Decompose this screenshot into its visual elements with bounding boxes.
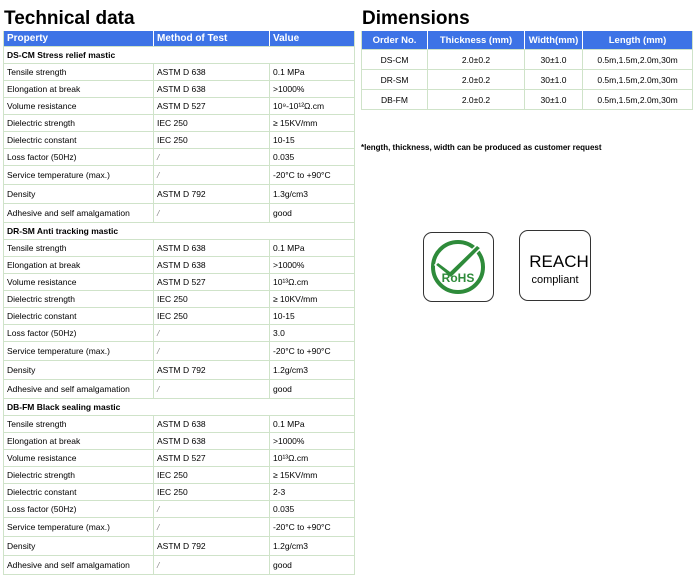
- cell-property: Service temperature (max.): [4, 517, 154, 536]
- cell-value: 0.035: [270, 500, 354, 517]
- table-header-row: [362, 31, 692, 49]
- table-row: [4, 324, 354, 341]
- cell-length: 0.5m,1.5m,2.0m,30m: [583, 89, 692, 109]
- cell-value: 2-3: [270, 483, 354, 500]
- cell-method: /: [154, 500, 270, 517]
- table-row: [4, 415, 354, 432]
- table-row: [4, 131, 354, 148]
- cell-method: ASTM D 527: [154, 97, 270, 114]
- cell-value: 1.3g/cm3: [270, 184, 354, 203]
- cell-value: 1.2g/cm3: [270, 536, 354, 555]
- cell-property: Tensile strength: [4, 415, 154, 432]
- cell-value: good: [270, 203, 354, 222]
- cell-thickness: 2.0±0.2: [428, 69, 525, 89]
- cell-method: IEC 250: [154, 131, 270, 148]
- cell-property: Density: [4, 360, 154, 379]
- cell-method: IEC 250: [154, 307, 270, 324]
- column-header-length: Length (mm): [583, 31, 692, 49]
- table-row: [4, 500, 354, 517]
- cell-value: 0.035: [270, 148, 354, 165]
- cell-value: >1000%: [270, 256, 354, 273]
- reach-subtitle: compliant: [531, 274, 579, 286]
- cell-property: Elongation at break: [4, 80, 154, 97]
- section-row: [4, 398, 354, 415]
- cell-value: 0.1 MPa: [270, 63, 354, 80]
- cell-property: Adhesive and self amalgamation: [4, 555, 154, 574]
- table-row: [4, 63, 354, 80]
- rohs-check-icon: [424, 233, 492, 300]
- cell-method: ASTM D 527: [154, 273, 270, 290]
- column-header-order-no: Order No.: [362, 31, 428, 49]
- table-row: [4, 184, 354, 203]
- table-row: [4, 97, 354, 114]
- technical-data-table: [3, 31, 355, 575]
- cell-method: /: [154, 517, 270, 536]
- table-row: [4, 483, 354, 500]
- cell-thickness: 2.0±0.2: [428, 89, 525, 109]
- table-row: [4, 379, 354, 398]
- table-row: [4, 80, 354, 97]
- dimensions-heading: Dimensions: [362, 8, 470, 29]
- cell-method: /: [154, 165, 270, 184]
- table-row: [4, 536, 354, 555]
- table-row: [362, 89, 692, 109]
- table-row: [4, 517, 354, 536]
- table-row: [362, 69, 692, 89]
- cell-method: IEC 250: [154, 290, 270, 307]
- reach-title: REACH: [529, 252, 589, 271]
- cell-value: good: [270, 379, 354, 398]
- reach-logo: [519, 230, 591, 301]
- cell-method: /: [154, 341, 270, 360]
- cell-value: -20°C to +90°C: [270, 165, 354, 184]
- cell-value: 10⁹-10¹²Ω.cm: [270, 97, 354, 114]
- table-row: [4, 360, 354, 379]
- cell-order: DR-SM: [362, 69, 428, 89]
- cell-method: IEC 250: [154, 114, 270, 131]
- cell-value: 3.0: [270, 324, 354, 341]
- cell-width: 30±1.0: [525, 69, 583, 89]
- cell-method: ASTM D 638: [154, 63, 270, 80]
- cell-value: 10¹³Ω.cm: [270, 449, 354, 466]
- table-row: [4, 449, 354, 466]
- cell-property: Volume resistance: [4, 273, 154, 290]
- cell-method: ASTM D 638: [154, 80, 270, 97]
- cell-property: Adhesive and self amalgamation: [4, 379, 154, 398]
- cell-property: Density: [4, 184, 154, 203]
- cell-property: Loss factor (50Hz): [4, 500, 154, 517]
- table-row: [4, 466, 354, 483]
- cell-property: Tensile strength: [4, 239, 154, 256]
- section-row: [4, 46, 354, 63]
- cell-property: Volume resistance: [4, 449, 154, 466]
- column-header-property: Property: [4, 31, 154, 46]
- cell-length: 0.5m,1.5m,2.0m,30m: [583, 49, 692, 69]
- cell-value: 10-15: [270, 307, 354, 324]
- dimensions-table: [361, 31, 693, 110]
- cell-property: Dielectric strength: [4, 290, 154, 307]
- cell-property: Loss factor (50Hz): [4, 148, 154, 165]
- cell-width: 30±1.0: [525, 49, 583, 69]
- cell-property: Density: [4, 536, 154, 555]
- section-row: [4, 222, 354, 239]
- cell-value: >1000%: [270, 432, 354, 449]
- cell-property: Elongation at break: [4, 432, 154, 449]
- table-row: [4, 114, 354, 131]
- cell-value: ≥ 15KV/mm: [270, 114, 354, 131]
- cell-method: IEC 250: [154, 483, 270, 500]
- cell-method: /: [154, 379, 270, 398]
- cell-value: 10-15: [270, 131, 354, 148]
- cell-value: 0.1 MPa: [270, 415, 354, 432]
- table-row: [362, 49, 692, 69]
- cell-value: 10¹³Ω.cm: [270, 273, 354, 290]
- cell-value: 0.1 MPa: [270, 239, 354, 256]
- table-row: [4, 341, 354, 360]
- cell-method: ASTM D 792: [154, 536, 270, 555]
- cell-value: ≥ 10KV/mm: [270, 290, 354, 307]
- cell-method: ASTM D 638: [154, 239, 270, 256]
- table-row: [4, 203, 354, 222]
- cell-method: IEC 250: [154, 466, 270, 483]
- cell-method: /: [154, 203, 270, 222]
- rohs-label: RoHS: [441, 271, 475, 285]
- section-title: DS-CM Stress relief mastic: [4, 46, 354, 63]
- cell-method: ASTM D 792: [154, 360, 270, 379]
- table-row: [4, 307, 354, 324]
- rohs-logo: [423, 232, 494, 302]
- cell-method: /: [154, 555, 270, 574]
- technical-data-heading: Technical data: [4, 8, 135, 29]
- cell-property: Tensile strength: [4, 63, 154, 80]
- cell-length: 0.5m,1.5m,2.0m,30m: [583, 69, 692, 89]
- cell-property: Dielectric strength: [4, 114, 154, 131]
- cell-order: DS-CM: [362, 49, 428, 69]
- cell-value: >1000%: [270, 80, 354, 97]
- cell-property: Service temperature (max.): [4, 165, 154, 184]
- cell-property: Service temperature (max.): [4, 341, 154, 360]
- cell-method: ASTM D 638: [154, 432, 270, 449]
- cell-value: 1.2g/cm3: [270, 360, 354, 379]
- cell-property: Adhesive and self amalgamation: [4, 203, 154, 222]
- cell-value: ≥ 15KV/mm: [270, 466, 354, 483]
- cell-property: Dielectric constant: [4, 307, 154, 324]
- table-row: [4, 290, 354, 307]
- cell-method: ASTM D 527: [154, 449, 270, 466]
- cell-value: -20°C to +90°C: [270, 341, 354, 360]
- cell-thickness: 2.0±0.2: [428, 49, 525, 69]
- table-row: [4, 273, 354, 290]
- cell-order: DB-FM: [362, 89, 428, 109]
- table-row: [4, 239, 354, 256]
- dimensions-note: *length, thickness, width can be produced as customer request: [361, 143, 602, 152]
- cell-value: -20°C to +90°C: [270, 517, 354, 536]
- cell-method: ASTM D 638: [154, 256, 270, 273]
- cell-method: /: [154, 148, 270, 165]
- cell-method: /: [154, 324, 270, 341]
- table-row: [4, 432, 354, 449]
- table-row: [4, 148, 354, 165]
- cell-value: good: [270, 555, 354, 574]
- cell-width: 30±1.0: [525, 89, 583, 109]
- table-row: [4, 555, 354, 574]
- column-header-thickness: Thickness (mm): [428, 31, 525, 49]
- cell-property: Dielectric strength: [4, 466, 154, 483]
- cell-property: Volume resistance: [4, 97, 154, 114]
- section-title: DB-FM Black sealing mastic: [4, 398, 354, 415]
- column-header-width: Width(mm): [525, 31, 583, 49]
- cell-property: Loss factor (50Hz): [4, 324, 154, 341]
- table-header-row: [4, 31, 354, 46]
- cell-property: Elongation at break: [4, 256, 154, 273]
- cell-method: ASTM D 638: [154, 415, 270, 432]
- cell-property: Dielectric constant: [4, 483, 154, 500]
- cell-property: Dielectric constant: [4, 131, 154, 148]
- section-title: DR-SM Anti tracking mastic: [4, 222, 354, 239]
- table-row: [4, 256, 354, 273]
- cell-method: ASTM D 792: [154, 184, 270, 203]
- column-header-value: Value: [270, 31, 354, 46]
- table-row: [4, 165, 354, 184]
- column-header-method: Method of Test: [154, 31, 270, 46]
